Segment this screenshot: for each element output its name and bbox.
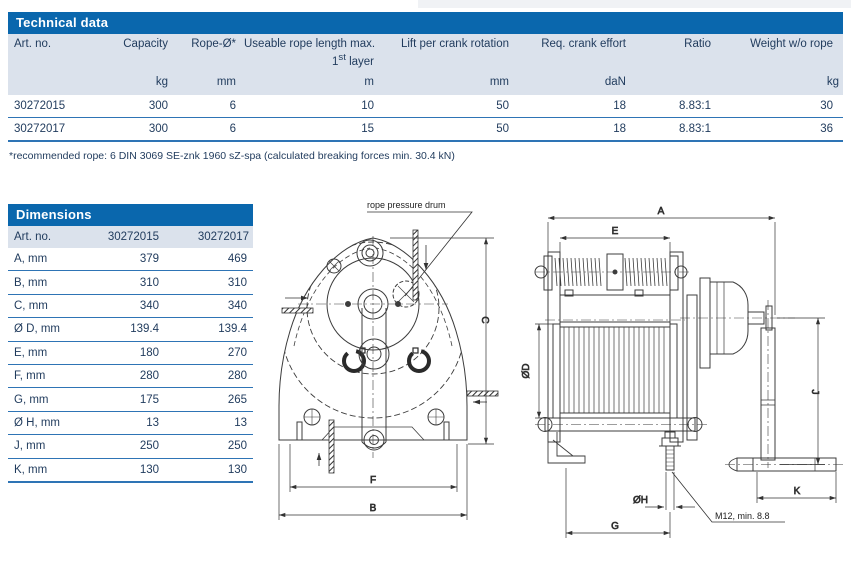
cell: 175 [139,393,159,406]
table-row [8,435,253,458]
cell: E, mm [14,346,48,359]
cell: Ø D, mm [14,323,60,336]
page-top-strip [418,0,851,8]
units-row [8,69,843,95]
table-row [8,271,253,294]
cell: 18 [613,99,626,112]
cell: A, mm [14,253,48,266]
cell: 280 [139,370,159,383]
cell: 15 [361,122,374,135]
cell: 50 [496,99,509,112]
table-row [8,458,253,482]
dim-label-g: G [611,521,619,532]
cell: 379 [139,253,159,266]
col-header-weight: Weight w/o rope [715,34,843,69]
unit-cell: kg [118,69,172,95]
col-header-rope-length-line2: 1st layer [332,52,374,68]
dimension-h [633,472,695,510]
cell: 139.4 [130,323,159,336]
bolt-callout-label: M12, min. 8.8 [715,511,770,521]
col-header-rope-length: Useable rope length max. 1st layer [240,34,378,69]
cell: 30272017 [14,122,66,135]
cell: 130 [227,463,247,476]
cell: 13 [146,416,159,429]
dimension-f [290,444,457,492]
dimension-g [566,468,670,538]
cell: 265 [227,393,247,406]
rope-pressure-drum-callout [367,200,472,296]
dim-label-b: B [369,503,377,514]
cell: 180 [139,346,159,359]
cell: 340 [139,299,159,312]
cell: 340 [227,299,247,312]
cell: 300 [148,99,168,112]
column-header-row [8,34,843,69]
unit-cell: kg [715,69,843,95]
table-row [8,388,253,411]
side-view-drawing [515,200,851,545]
dimensions-table [8,204,253,483]
unit-cell: mm [172,69,240,95]
bolt-callout [672,472,785,522]
column-header-row [8,226,253,248]
technical-data-grid [8,34,843,142]
table-row [8,294,253,317]
cell: 280 [227,370,247,383]
cell: 10 [361,99,374,112]
cell: 36 [820,122,833,135]
cell: 130 [139,463,159,476]
cell: 18 [613,122,626,135]
unit-cell [8,69,118,95]
dimensions-grid [8,226,253,483]
cell: F, mm [14,370,46,383]
col-header-capacity: Capacity [118,34,172,69]
table-row [8,318,253,341]
cell: 310 [227,276,247,289]
dim-label-k: K [793,486,801,497]
cell: 139.4 [218,323,247,336]
col-header-art-no: Art. no. [8,226,100,248]
dim-label-e: E [611,226,619,237]
rope-footnote: *recommended rope: 6 DIN 3069 SE-znk 1960 sZ-spa (calculated breaking forces min. 30.4 kN) [9,150,455,162]
unit-cell: mm [378,69,513,95]
table-row [8,95,843,118]
dimension-c [390,238,494,444]
col-header-rope-diameter: Rope-Ø* [172,34,240,69]
dim-label-j: J [809,389,820,395]
col-header-art-no: Art. no. [8,34,118,69]
technical-data-table [8,12,843,142]
table-row [8,364,253,387]
dim-label-h: ØH [633,495,648,506]
cell: 50 [496,122,509,135]
dim-label-a: A [657,206,665,217]
cell: 270 [227,346,247,359]
col-header-lift-per-rotation: Lift per crank rotation [378,34,513,69]
cell: Ø H, mm [14,416,60,429]
gearbox-and-crank [680,278,845,471]
unit-cell: daN [513,69,630,95]
cell: 469 [227,253,247,266]
cell: 6 [229,122,236,135]
anchor-bolt [659,432,681,470]
mounting-foot [548,432,585,463]
table-row [8,411,253,434]
col-header-crank-effort: Req. crank effort [513,34,630,69]
dimension-e [560,226,670,258]
col-header-variant-1: 30272015 [100,226,163,248]
unit-cell [630,69,715,95]
dimension-j [777,318,825,465]
cell: 13 [234,416,247,429]
dim-label-d: ØD [521,363,532,379]
svg-text:rope pressure drum: rope pressure drum [367,200,446,210]
table-row [8,248,253,271]
table-row [8,117,843,141]
cell: 30 [820,99,833,112]
cell: 300 [148,122,168,135]
col-header-variant-2: 30272017 [163,226,253,248]
cell: G, mm [14,393,49,406]
cell: 310 [139,276,159,289]
cell: 8.83:1 [679,99,711,112]
cell: 6 [229,99,236,112]
cell: 30272015 [14,99,66,112]
cell: C, mm [14,299,48,312]
cell: B, mm [14,276,48,289]
cell: 250 [227,440,247,453]
technical-data-title: Technical data [8,12,843,34]
dim-label-c: C [479,316,490,324]
dim-label-f: F [369,475,377,486]
front-view-drawing [270,196,540,541]
cell: 8.83:1 [679,122,711,135]
handle-bracket [359,308,389,450]
cell: J, mm [14,440,46,453]
unit-cell: m [240,69,378,95]
dimension-k [757,472,836,503]
pressure-drum-assembly [535,254,691,290]
cell: K, mm [14,463,48,476]
table-row [8,341,253,364]
rope-bands [282,230,498,473]
cell: 250 [139,440,159,453]
col-header-ratio: Ratio [630,34,715,69]
dimensions-title: Dimensions [8,204,253,226]
